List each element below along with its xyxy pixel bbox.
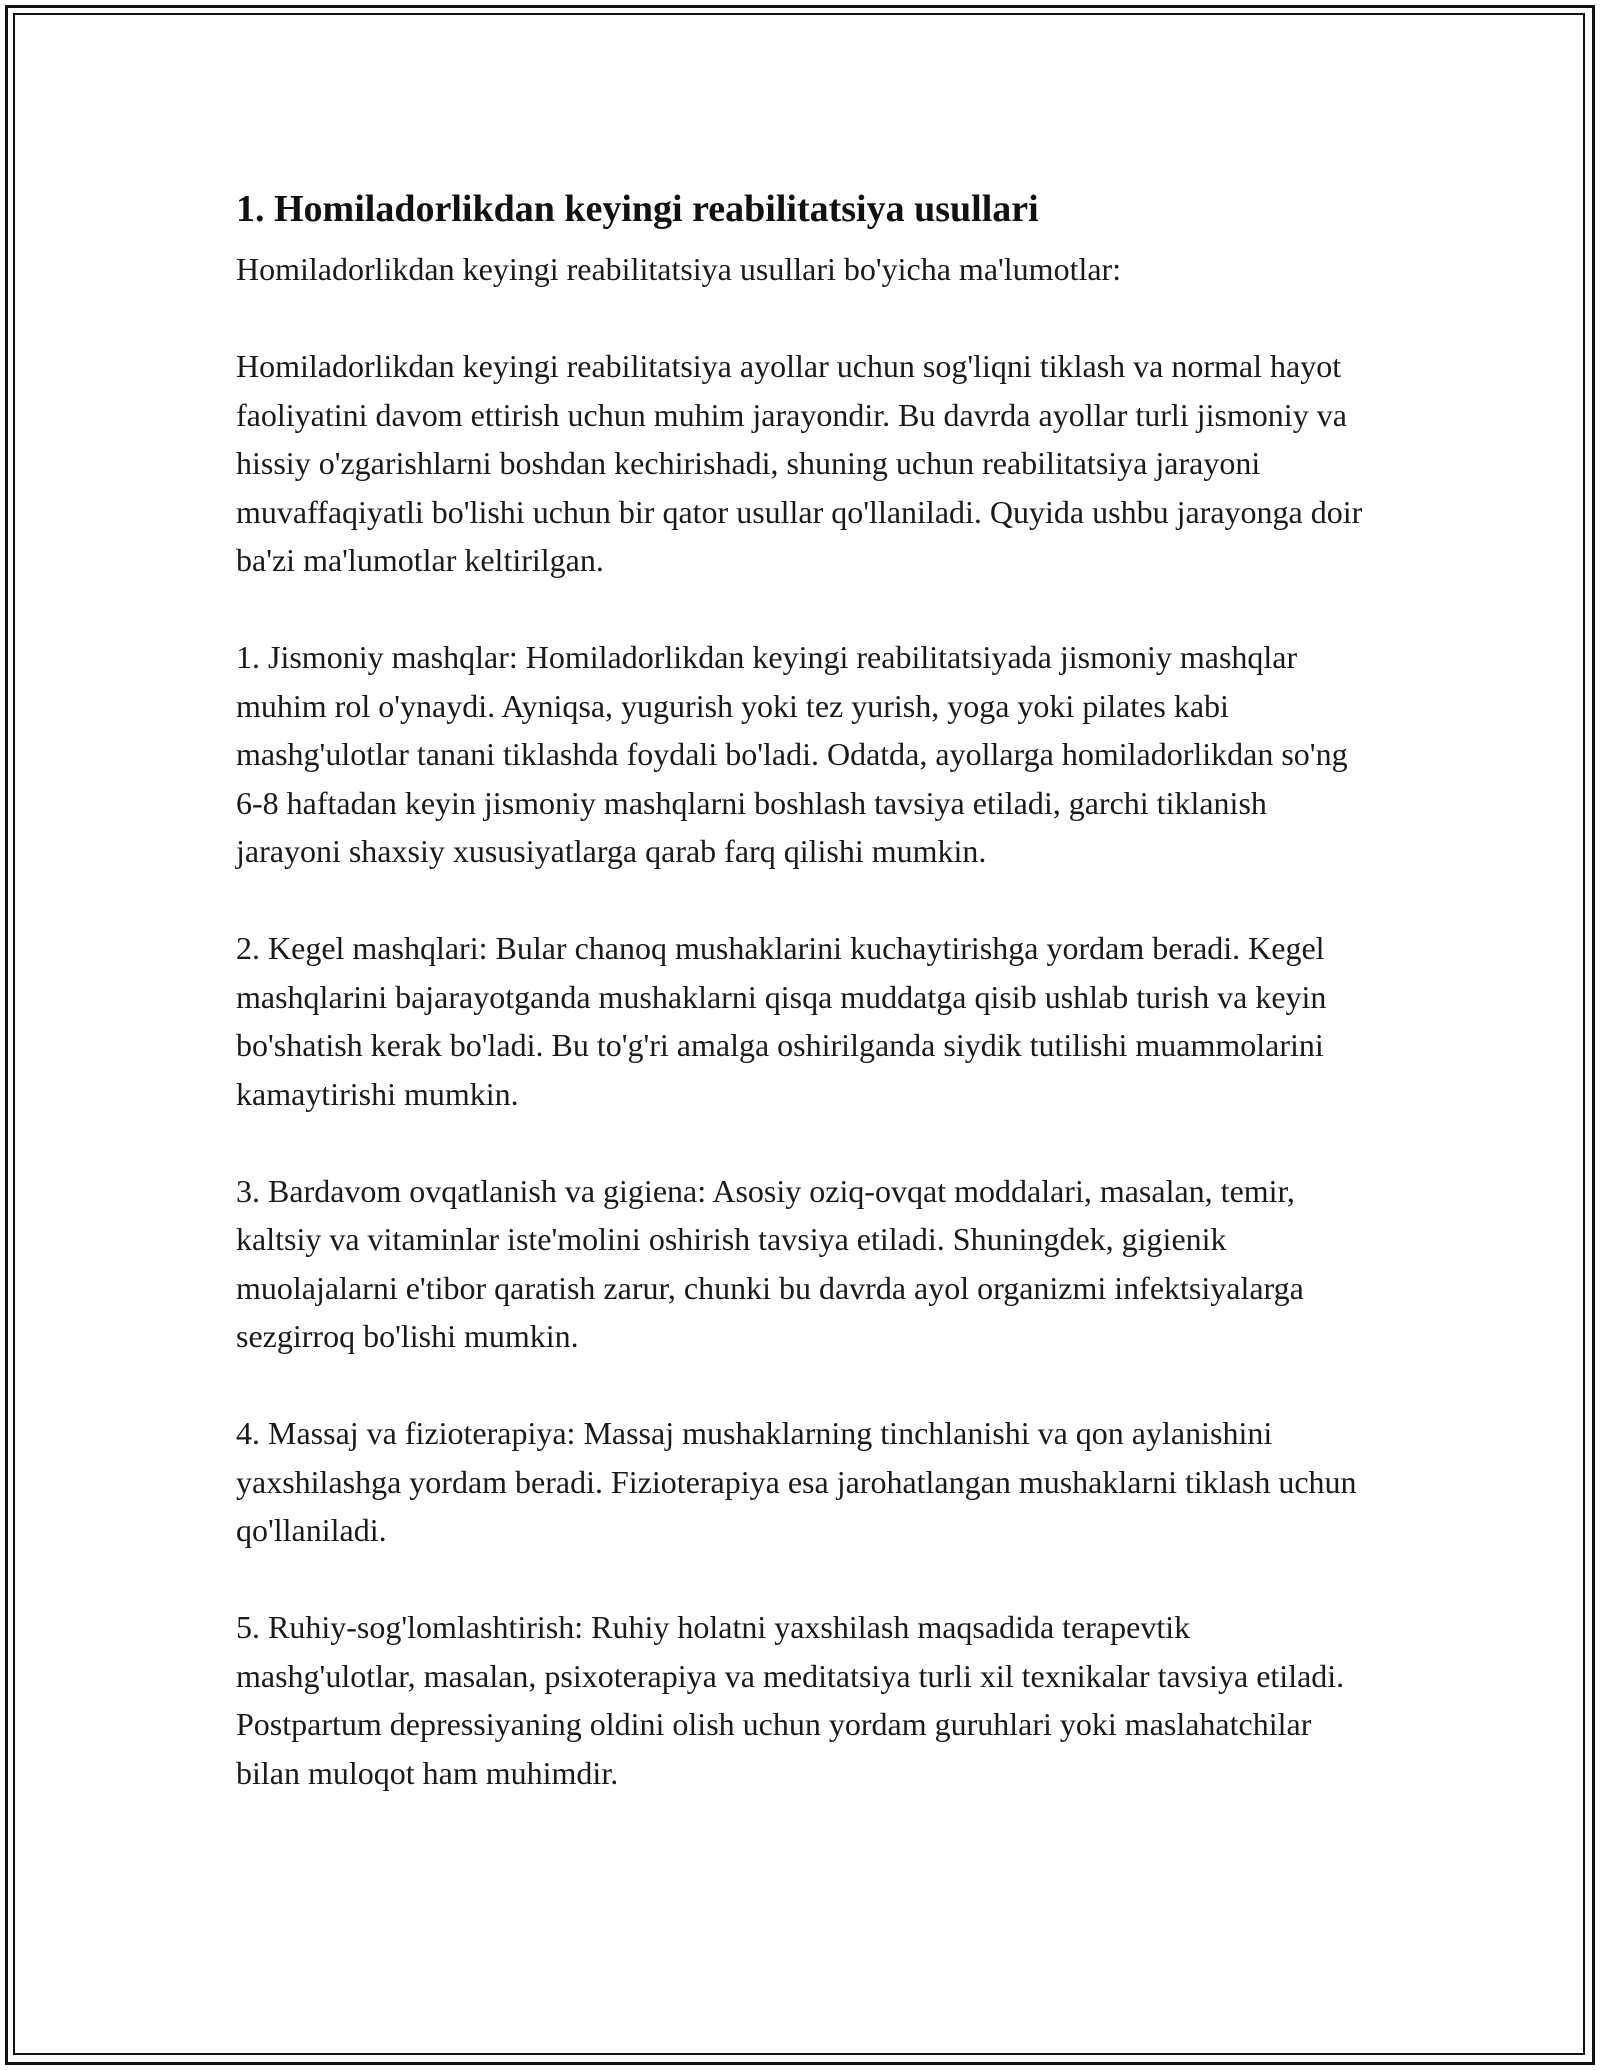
item-physical-exercises: 1. Jismoniy mashqlar: Homiladorlikdan keyingi reabilitatsiyada jismoniy mashqlar muhim rol o'ynaydi. Ayniqsa, yugurish yoki tez yurish, yoga yoki pilates kabi mashg'ulotlar tanani tiklashda foydali bo'ladi. Odatda, ayollarga homiladorlikdan so'ng 6-8 haftadan keyin jismoniy mashqlarni boshlash tavsiya etiladi, garchi tiklanish jarayoni shaxsiy xususiyatlarga qarab farq qilishi mumkin. <box>236 639 1348 869</box>
item-nutrition-hygiene: 3. Bardavom ovqatlanish va gigiena: Asosiy oziq-ovqat moddalari, masalan, temir, kaltsiy va vitaminlar iste'molini oshirish tavsiya etiladi. Shuningdek, gigienik muolajalarni e'tibor qaratish zarur, chunki bu davrda ayol organizmi infektsiyalarga sezgirroq bo'lishi mumkin. <box>236 1172 1304 1354</box>
item-kegel-exercises: 2. Kegel mashqlari: Bular chanoq mushaklarini kuchaytirishga yordam beradi. Kegel mashqlarini bajarayotganda mushaklarni qisqa muddatga qisib ushlab turish va keyin bo'shatish kerak bo'ladi. Bu to'g'ri amalga oshirilganda siydik tutilishi muammolarini kamaytirishi mumkin. <box>236 930 1327 1112</box>
document-body <box>236 185 1376 1846</box>
document-title: 1. Homiladorlikdan keyingi reabilitatsiya usullari <box>236 188 1039 230</box>
overview-paragraph: Homiladorlikdan keyingi reabilitatsiya ayollar uchun sog'liqni tiklash va normal hayot faoliyatini davom ettirish uchun muhim jarayondir. Bu davrda ayollar turli jismoniy va hissiy o'zgarishlarni boshdan kechirishadi, shuning uchun reabilitatsiya jarayoni muvaffaqiyatli bo'lishi uchun bir qator usullar qo'llaniladi. Quyida ushbu jarayonga doir ba'zi ma'lumotlar keltirilgan. <box>236 348 1363 578</box>
intro-paragraph: Homiladorlikdan keyingi reabilitatsiya usullari bo'yicha ma'lumotlar: <box>236 251 1122 287</box>
item-massage-physiotherapy: 4. Massaj va fizioterapiya: Massaj mushaklarning tinchlanishi va qon aylanishini yaxshilashga yordam beradi. Fizioterapiya esa jarohatlangan mushaklarni tiklash uchun qo'llaniladi. <box>236 1415 1357 1548</box>
item-mental-health: 5. Ruhiy-sog'lomlashtirish: Ruhiy holatni yaxshilash maqsadida terapevtik mashg'ulotlar, masalan, psixoterapiya va meditatsiya turli xil texnikalar tavsiya etiladi. Postpartum depressiyaning oldini olish uchun yordam guruhlari yoki maslahatchilar bilan muloqot ham muhimdir. <box>236 1609 1345 1791</box>
